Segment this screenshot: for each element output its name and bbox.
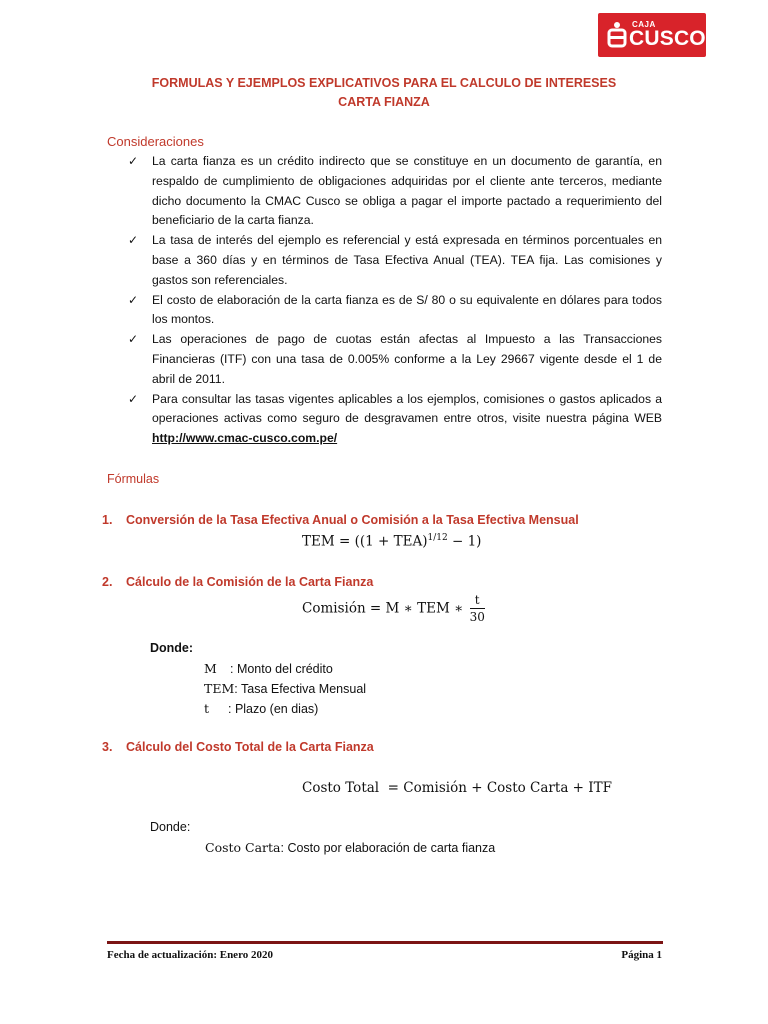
- definition-symbol: Costo Carta: [205, 840, 281, 855]
- section-number: 3.: [102, 740, 113, 754]
- fraction-denominator: 30: [469, 610, 485, 624]
- equation-lhs: Comisión = M ∗ TEM ∗: [302, 600, 468, 617]
- definition-text: : Monto del crédito: [230, 662, 333, 676]
- logo-cusco-text: CUSCO: [629, 27, 706, 50]
- definition-row: [204, 681, 366, 696]
- caja-cusco-logo: [598, 13, 706, 57]
- fraction: [470, 593, 485, 625]
- website-link[interactable]: http://www.cmac-cusco.com.pe/: [152, 431, 338, 446]
- definition-symbol: M: [204, 661, 217, 676]
- list-item-text: La tasa de interés del ejemplo es referencial y está expresada en términos porcentuales en base a 360 días y en términos de Tasa Efectiva Anual (TEA). TEA fija. Las comisiones y gastos son referenciales.: [152, 233, 662, 287]
- list-item-text: Para consultar las tasas vigentes aplicables a los ejemplos, comisiones o gastos aplicados a operaciones activas como seguro de desgravamen entre otros, visite nuestra página WEB: [152, 391, 662, 426]
- list-item: [128, 390, 662, 449]
- donde-label-2: Donde:: [150, 820, 191, 834]
- fraction-numerator: t: [470, 593, 485, 609]
- section-heading-1: [102, 513, 579, 527]
- equation-costo-total: Costo Total = Comisión + Costo Carta + ITF: [302, 780, 612, 796]
- considerations-heading: Consideraciones: [107, 134, 204, 149]
- definition-text: : Tasa Efectiva Mensual: [234, 682, 367, 696]
- equation-comision: [302, 593, 485, 625]
- considerations-list: [128, 152, 662, 449]
- list-item: [128, 291, 662, 331]
- equation-tem: [302, 533, 481, 550]
- list-item: [128, 231, 662, 290]
- document-title: FORMULAS Y EJEMPLOS EXPLICATIVOS PARA EL CALCULO DE INTERESES: [151, 76, 617, 90]
- document-subtitle: CARTA FIANZA: [338, 95, 430, 109]
- equation-lhs: TEM = ((1 + TEA): [302, 533, 428, 550]
- section-title: Cálculo del Costo Total de la Carta Fianza: [126, 740, 374, 754]
- definition-text: : Costo por elaboración de carta fianza: [280, 841, 496, 855]
- checkmark-icon: ✓: [128, 391, 139, 406]
- definition-symbol: TEM: [204, 681, 235, 696]
- checkmark-icon: ✓: [128, 292, 139, 307]
- list-item-text: La carta fianza es un crédito indirecto que se constituye en un documento de garantía, en respaldo de cumplimiento de obligaciones adquiridas por el cliente ante terceros, mediante dicho documento la CMAC Cusco se obliga a pagar el importe pactado a requerimiento del beneficiario de la carta fianza.: [152, 154, 662, 228]
- list-item: [128, 330, 662, 389]
- section-heading-2: [102, 575, 373, 589]
- section-title: Cálculo de la Comisión de la Carta Fianza: [126, 575, 374, 589]
- list-item: [128, 152, 662, 231]
- section-title: Conversión de la Tasa Efectiva Anual o Comisión a la Tasa Efectiva Mensual: [126, 513, 579, 527]
- section-heading-3: [102, 740, 374, 754]
- checkmark-icon: ✓: [128, 154, 139, 168]
- footer-divider: [107, 941, 663, 944]
- footer-update-date: Fecha de actualización: Enero 2020: [107, 949, 273, 961]
- checkmark-icon: ✓: [128, 233, 139, 248]
- definition-row: [205, 840, 495, 855]
- footer-page-number: Página 1: [621, 949, 662, 961]
- logo-caja-text: CAJA: [632, 20, 656, 29]
- equation-exponent: 1/12: [427, 533, 448, 543]
- section-number: 2.: [102, 575, 113, 589]
- definition-row: [204, 701, 318, 716]
- definition-row: [204, 661, 333, 676]
- equation-rhs: − 1): [447, 533, 482, 550]
- donde-label: Donde:: [150, 641, 194, 655]
- formulas-heading: Fórmulas: [107, 472, 160, 486]
- list-item-text: El costo de elaboración de la carta fianza es de S/ 80 o su equivalente en dólares para todos los montos.: [152, 292, 662, 327]
- checkmark-icon: ✓: [128, 332, 139, 347]
- list-item-text: Las operaciones de pago de cuotas están afectas al Impuesto a las Transacciones Financieras (ITF) con una tasa de 0.005% conforme a la Ley 29667 vigente desde el 1 de abril de 2011.: [152, 332, 662, 386]
- section-number: 1.: [102, 513, 113, 527]
- definition-symbol: t: [204, 701, 210, 716]
- caja-cusco-logo-icon: [606, 21, 628, 49]
- definition-text: : Plazo (en dias): [228, 702, 319, 716]
